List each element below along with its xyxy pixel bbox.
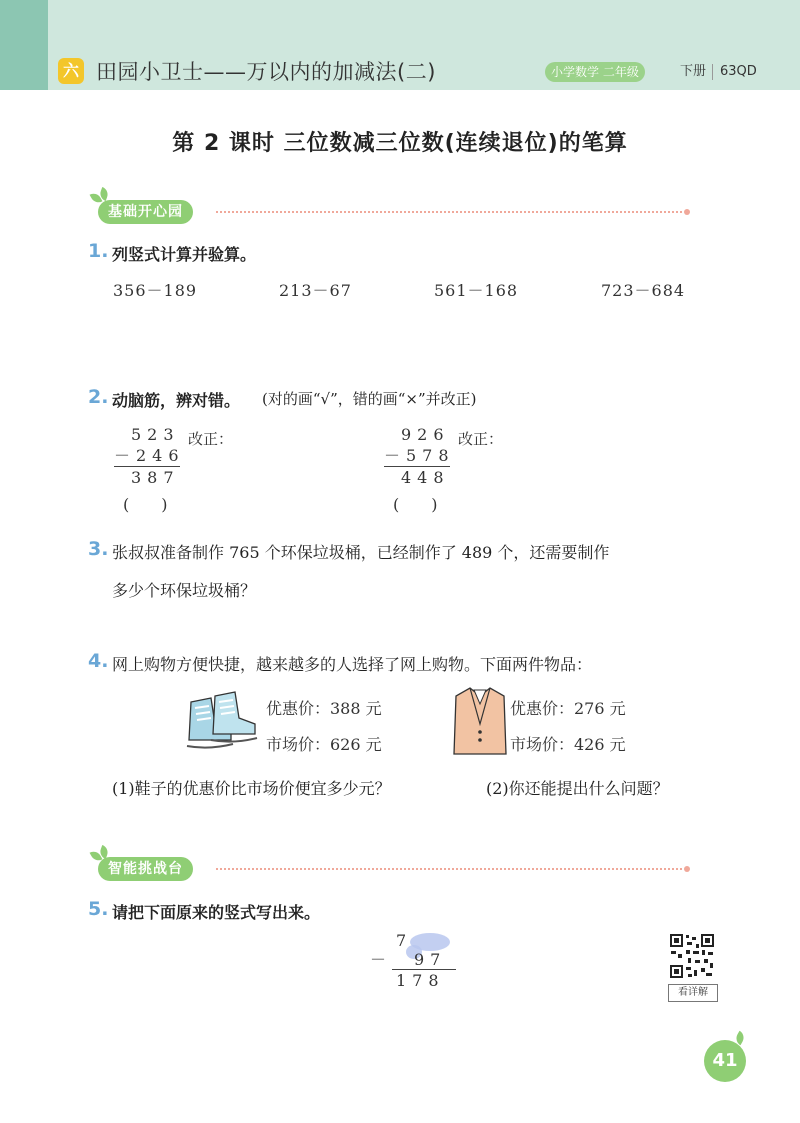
question-2-text: 动脑筋，辨对错。 <box>112 391 241 410</box>
suit-sale-price: 优惠价：276 元 <box>510 699 626 718</box>
q2b-result: 448 <box>401 468 450 487</box>
header-side-tab <box>0 0 48 90</box>
ice-skates-icon <box>185 688 261 756</box>
volume-label: 下册 <box>680 64 707 79</box>
section-basic-title: 基础开心园 <box>98 200 193 224</box>
question-4-sub-2: (2)你还能提出什么问题？ <box>486 779 669 798</box>
shoes-market-price: 市场价：626 元 <box>266 735 382 754</box>
q5-subtrahend: 97 <box>414 950 447 969</box>
q2b-answer-parentheses[interactable]: ( ) <box>393 495 438 514</box>
q2a-minuend: 523 <box>131 425 180 444</box>
q5-minuend-digit: 7 <box>396 931 413 950</box>
unit-badge: 六 <box>58 58 84 84</box>
q2a-subtrahend: －246 <box>114 446 185 465</box>
q2b-correction-label: 改正： <box>458 430 504 448</box>
q2b-subtrahend: －578 <box>384 446 455 465</box>
suit-market-price: 市场价：426 元 <box>510 735 626 754</box>
q2b-minuend: 926 <box>401 425 450 444</box>
question-3-line-2: 多少个环保垃圾桶？ <box>112 581 257 600</box>
section-divider <box>216 211 682 213</box>
question-4-text: 网上购物方便快捷，越来越多的人选择了网上购物。下面两件物品： <box>112 655 593 674</box>
section-divider <box>216 868 682 870</box>
book-code: 63QD <box>720 64 757 79</box>
section-divider-end <box>684 866 690 872</box>
q1-expression: 213－67 <box>279 281 352 300</box>
q2a-correction-label: 改正： <box>188 430 234 448</box>
suit-jacket-icon <box>452 684 508 758</box>
qr-code[interactable] <box>668 932 716 980</box>
question-4-number: 4. <box>88 650 109 672</box>
q1-expression: 561－168 <box>434 281 519 300</box>
grade-pill: 小学数学 二年级 <box>545 62 645 82</box>
question-1-text: 列竖式计算并验算。 <box>112 245 257 264</box>
page-number: 41 <box>704 1040 746 1082</box>
question-4-sub-1: (1)鞋子的优惠价比市场价便宜多少元？ <box>112 779 391 798</box>
q1-expression: 356－189 <box>113 281 198 300</box>
q5-result: 178 <box>396 971 445 990</box>
question-2-note: (对的画“√”，错的画“×”并改正) <box>262 390 477 408</box>
q2a-answer-parentheses[interactable]: ( ) <box>123 495 168 514</box>
question-5-number: 5. <box>88 898 109 920</box>
qr-caption: 看详解 <box>668 984 718 1002</box>
section-challenge-title: 智能挑战台 <box>98 857 193 881</box>
section-divider-end <box>684 209 690 215</box>
header-separator <box>712 64 713 80</box>
question-3-line-1: 张叔叔准备制作 765 个环保垃圾桶，已经制作了 489 个，还需要制作 <box>112 543 610 562</box>
question-3-number: 3. <box>88 538 109 560</box>
lesson-title: 第 2 课时 三位数减三位数(连续退位)的笔算 <box>172 131 628 156</box>
q2a-result: 387 <box>131 468 180 487</box>
question-5-text: 请把下面原来的竖式写出来。 <box>112 903 321 922</box>
question-2-number: 2. <box>88 386 109 408</box>
question-1-number: 1. <box>88 240 109 262</box>
shoes-sale-price: 优惠价：388 元 <box>266 699 382 718</box>
unit-title: 田园小卫士——万以内的加减法(二) <box>96 60 436 84</box>
q1-expression: 723－684 <box>601 281 686 300</box>
header-divider <box>0 90 800 92</box>
q5-minus-sign: － <box>370 950 393 969</box>
